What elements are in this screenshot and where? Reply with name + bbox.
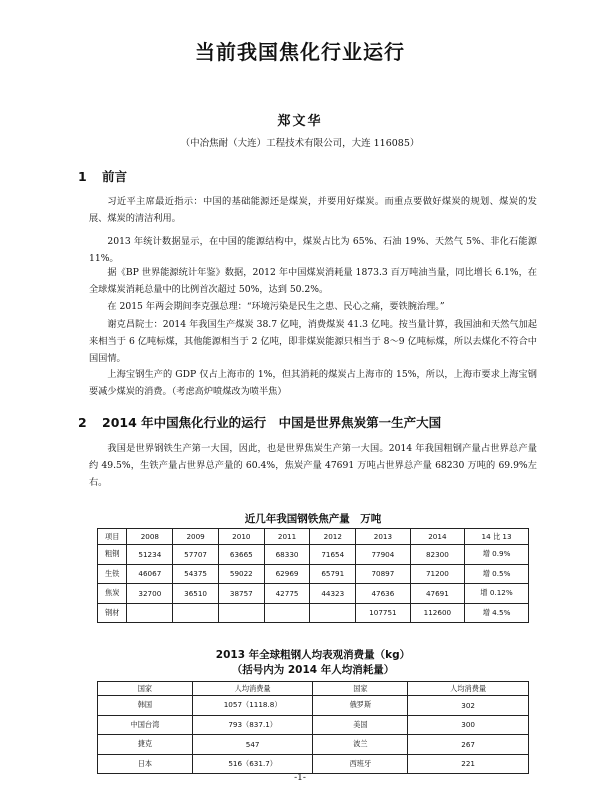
table2-subcaption: （括号内为 2014 年人均消耗量） (231, 664, 395, 676)
paragraph: 据《BP 世界能源统计年鉴》数据，2012 年中国煤炭消耗量 1873.3 百万吨油当量，同比增长 6.1%，在全球煤炭消耗总量中的比例首次超过 50%，达到 50.2%。 (89, 267, 537, 295)
table-cell: 70897 (356, 564, 410, 584)
table-cell: 62969 (264, 564, 310, 584)
header-cell: 2013 (356, 529, 410, 545)
table-row (98, 754, 529, 774)
table-cell: 221 (408, 754, 529, 774)
header-cell: 2011 (264, 529, 310, 545)
table-cell: 57707 (173, 545, 219, 565)
table1-caption: 近几年我国钢铁焦产量 万吨 (244, 513, 382, 525)
table-cell: 47691 (410, 584, 464, 604)
table-cell: 32700 (127, 584, 173, 604)
page-number: -1- (294, 773, 306, 783)
table2-caption: 2013 年全球粗钢人均表观消费量（kg） (215, 649, 411, 661)
table-cell: 西班牙 (313, 754, 408, 774)
steel-consumption-table (97, 681, 529, 774)
header-cell: 14 比 13 (465, 529, 529, 545)
table-cell: 44323 (310, 584, 356, 604)
table-cell: 生铁 (98, 564, 127, 584)
table-cell: 71654 (310, 545, 356, 565)
table-cell: 俄罗斯 (313, 696, 408, 716)
table-cell: 68330 (264, 545, 310, 565)
table-cell: 36510 (173, 584, 219, 604)
table-cell: 钢材 (98, 603, 127, 623)
table-cell (310, 603, 356, 623)
header-cell: 人均消费量 (192, 682, 313, 696)
table-cell: 日本 (98, 754, 193, 774)
table-cell (218, 603, 264, 623)
table-cell: 增 4.5% (465, 603, 529, 623)
table-cell: 54375 (173, 564, 219, 584)
table-header-row (98, 682, 529, 696)
table-cell (127, 603, 173, 623)
table-row (98, 564, 529, 584)
section-heading-1 (78, 167, 127, 185)
table-cell: 516（631.7） (192, 754, 313, 774)
table-cell: 韩国 (98, 696, 193, 716)
table-row (98, 696, 529, 716)
section-title: 2014 年中国焦化行业的运行 中国是世界焦炭第一生产大国 (102, 415, 442, 430)
table-cell: 51234 (127, 545, 173, 565)
table-cell: 焦炭 (98, 584, 127, 604)
section-number: 1 (78, 169, 87, 184)
table-cell: 63665 (218, 545, 264, 565)
table-row (98, 715, 529, 735)
table-row (98, 603, 529, 623)
paragraph: 上海宝钢生产的 GDP 仅占上海市的 1%，但其消耗的煤炭占上海市的 15%，所以，上海市要求上海宝钢要减少煤炭的消费。（考虑高炉喷煤改为喷半焦） (89, 369, 537, 397)
steel-coke-output-table (97, 528, 529, 623)
header-cell: 2010 (218, 529, 264, 545)
table-cell: 增 0.5% (465, 564, 529, 584)
header-cell: 2008 (127, 529, 173, 545)
header-cell: 2014 (410, 529, 464, 545)
header-cell: 人均消费量 (408, 682, 529, 696)
table-cell: 112600 (410, 603, 464, 623)
table-cell: 增 0.9% (465, 545, 529, 565)
table-row (98, 735, 529, 755)
table-cell: 捷克 (98, 735, 193, 755)
table-cell: 267 (408, 735, 529, 755)
table-row (98, 584, 529, 604)
table-cell (173, 603, 219, 623)
table-cell: 1057（1118.8） (192, 696, 313, 716)
header-cell: 国家 (313, 682, 408, 696)
table-cell: 中国台湾 (98, 715, 193, 735)
table-cell: 59022 (218, 564, 264, 584)
table-cell: 793（837.1） (192, 715, 313, 735)
table-cell: 302 (408, 696, 529, 716)
header-cell: 2012 (310, 529, 356, 545)
table-cell: 300 (408, 715, 529, 735)
table-header-row (98, 529, 529, 545)
header-cell: 国家 (98, 682, 193, 696)
table-cell: 38757 (218, 584, 264, 604)
table-cell: 46067 (127, 564, 173, 584)
table-cell: 107751 (356, 603, 410, 623)
table-cell: 547 (192, 735, 313, 755)
section-heading-2 (78, 413, 441, 431)
paragraph: 我国是世界钢铁生产第一大国，因此，也是世界焦炭生产第一大国。2014 年我国粗钢产量占世界总产量约 49.5%，生铁产量占世界总产量的 60.4%，焦炭产量 47691 万吨占世界总产量 68230 万吨的 69.9%左右。 (89, 443, 537, 488)
header-cell: 项目 (98, 529, 127, 545)
author-affiliation: （中冶焦耐（大连）工程技术有限公司，大连 116085） (180, 138, 420, 149)
table-cell: 美国 (313, 715, 408, 735)
table-cell: 增 0.12% (465, 584, 529, 604)
table-cell: 波兰 (313, 735, 408, 755)
author-name: 郑文华 (277, 114, 323, 129)
paragraph: 习近平主席最近指示：中国的基础能源还是煤炭，并要用好煤炭。而重点要做好煤炭的规划、煤炭的发展、煤炭的清洁利用。 (89, 196, 537, 224)
paragraph: 2013 年统计数据显示，在中国的能源结构中，煤炭占比为 65%、石油 19%、天然气 5%、非化石能源 11%。 (89, 236, 537, 264)
table-cell: 47636 (356, 584, 410, 604)
paragraph: 在 2015 年两会期间李克强总理：“环境污染是民生之患、民心之痛，要铁腕治理。” (107, 301, 445, 312)
table-cell: 77904 (356, 545, 410, 565)
table-cell: 71200 (410, 564, 464, 584)
table-cell: 82300 (410, 545, 464, 565)
paragraph: 谢克昌院士：2014 年我国生产煤炭 38.7 亿吨，消费煤炭 41.3 亿吨。按当量计算，我国油和天然气加起来相当于 6 亿吨标煤，其他能源相当于 2 亿吨，即非煤炭能源只相当于 8～9 亿吨标煤，所以去煤化不符合中国国情。 (89, 319, 537, 364)
table-cell: 65791 (310, 564, 356, 584)
section-number: 2 (78, 415, 87, 430)
header-cell: 2009 (173, 529, 219, 545)
table-row (98, 545, 529, 565)
table-cell (264, 603, 310, 623)
table-cell: 粗钢 (98, 545, 127, 565)
table-cell: 42775 (264, 584, 310, 604)
section-title: 前言 (102, 169, 128, 184)
paper-title: 当前我国焦化行业运行 (195, 40, 405, 64)
